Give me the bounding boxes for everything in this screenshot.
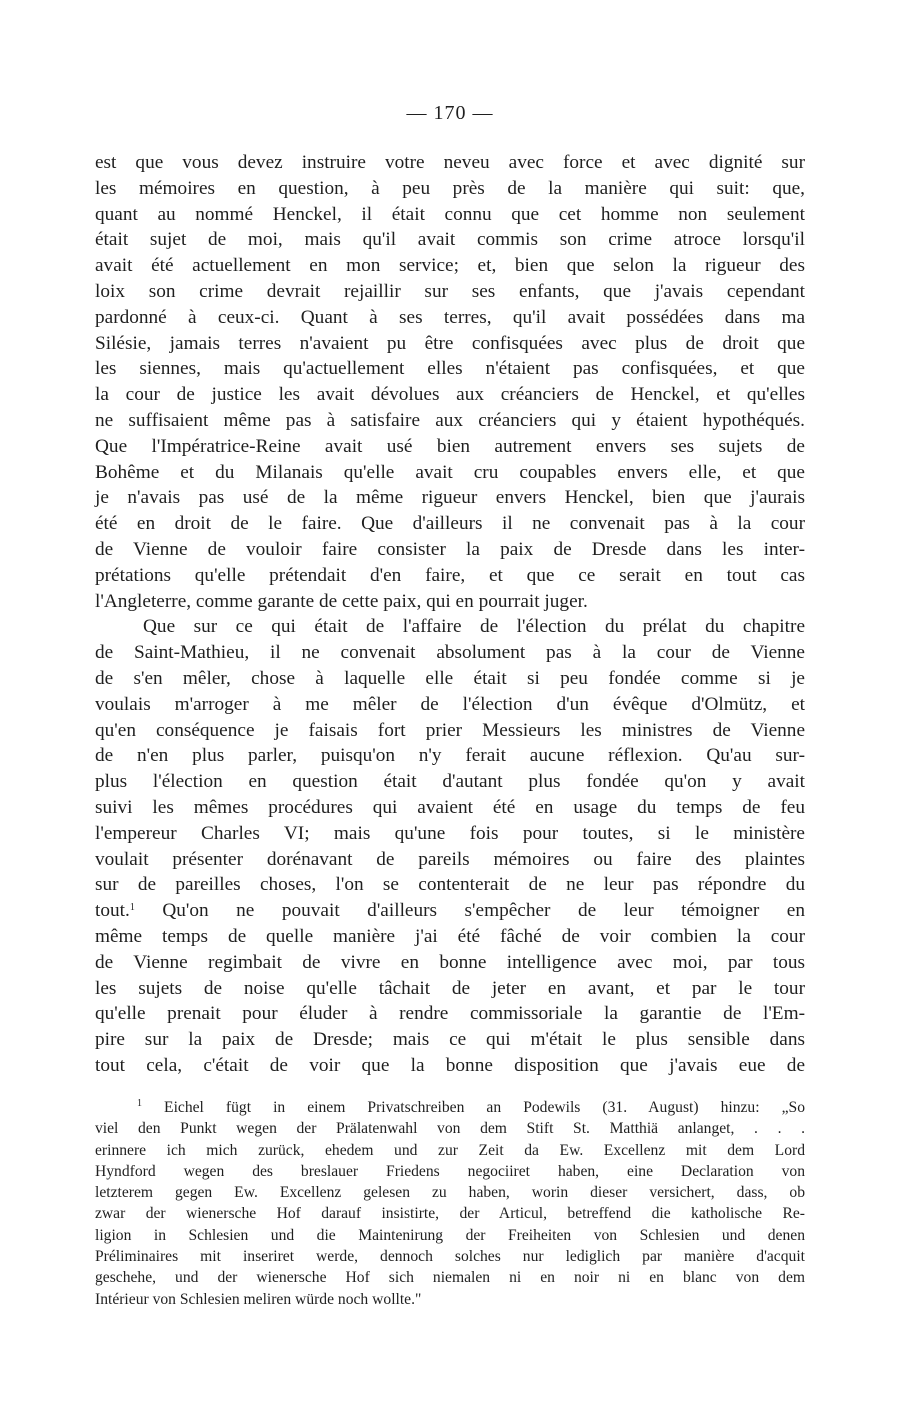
footnote-line: geschehe, und der wienersche Hof sich niemalen ni en noir ni en blanc von dem xyxy=(95,1269,805,1287)
text-line: l'empereur Charles VI; mais qu'une fois pour toutes, si le ministère xyxy=(95,822,805,844)
text-line: plus l'élection en question était d'autant plus fondée qu'on y avait xyxy=(95,771,805,793)
footnote-line: viel den Punkt wegen der Prälatenwahl von dem Stift St. Matthiä anlanget, . . . xyxy=(95,1120,805,1138)
footnote-line: letzterem gegen Ew. Excellenz gelesen zu haben, worin dieser versichert, dass, ob xyxy=(95,1184,805,1202)
text-line: de s'en mêler, chose à laquelle elle était si peu fondée comme si je xyxy=(95,667,805,689)
footnote-line: ligion in Schlesien und die Maintenirung der Freiheiten von Schlesien und denen xyxy=(95,1226,805,1244)
text-line-with-footnote xyxy=(95,898,805,924)
text-line: je n'avais pas usé de la même rigueur envers Henckel, bien que j'aurais xyxy=(95,487,805,509)
text-line: quant au nommé Henckel, il était connu que cet homme non seulement xyxy=(95,203,805,225)
text-line: de Vienne de vouloir faire consister la paix de Dresde dans les inter- xyxy=(95,538,805,560)
text-line: de Vienne regimbait de vivre en bonne intelligence avec moi, par tous xyxy=(95,951,805,973)
footnote-marker: 1 xyxy=(137,1098,142,1109)
text-line: sur de pareilles choses, l'on se contenterait de ne leur pas répondre du xyxy=(95,874,805,896)
text-line: voulait présenter dorénavant de pareils mémoires ou faire des plaintes xyxy=(95,848,805,870)
text-segment: tout. xyxy=(95,900,130,922)
text-line: Bohême et du Milanais qu'elle avait cru coupables envers elle, et que xyxy=(95,461,805,483)
text-line: qu'en conséquence je faisais fort prier Messieurs les ministres de Vienne xyxy=(95,719,805,741)
main-text xyxy=(95,150,805,1079)
text-line: suivi les mêmes procédures qui avaient été en usage du temps de feu xyxy=(95,796,805,818)
footnote-line xyxy=(95,1097,805,1118)
text-line: les sujets de noise qu'elle tâchait de jeter en avant, et par le tour xyxy=(95,977,805,999)
footnote-line: Préliminaires mit inseriret werde, dennoch solches nur lediglich par manière d'acquit xyxy=(95,1248,805,1266)
text-line: loix son crime devrait rejaillir sur ses enfants, que j'avais cependant xyxy=(95,280,805,302)
text-line: était sujet de moi, mais qu'il avait commis son crime atroce lorsqu'il xyxy=(95,229,805,251)
text-line: de Saint-Mathieu, il ne convenait absolument pas à la cour de Vienne xyxy=(95,642,805,664)
page-number: — 170 — xyxy=(406,102,494,124)
text-line: les mémoires en question, à peu près de la manière qui suit: que, xyxy=(95,177,805,199)
text-line: avait été actuellement en mon service; et, bien que selon la rigueur des xyxy=(95,255,805,277)
footnote xyxy=(95,1097,805,1310)
text-line: les siennes, mais qu'actuellement elles n'étaient pas confisquées, et que xyxy=(95,358,805,380)
text-segment: Eichel fügt in einem Privatschreiben an Podewils (31. August) hinzu: „So xyxy=(142,1099,805,1116)
text-line: tout cela, c'était de voir que la bonne disposition que j'avais eue de xyxy=(95,1054,805,1076)
footnote-line: zwar der wienersche Hof darauf insistirte, der Articul, betreffend die katholische Re- xyxy=(95,1205,805,1223)
text-line: été en droit de le faire. Que d'ailleurs il ne convenait pas à la cour xyxy=(95,513,805,535)
text-line: ne suffisaient même pas à satisfaire aux créanciers qui y étaient hypothéqués. xyxy=(95,409,805,431)
footnote-line: Intérieur von Schlesien meliren würde noch wollte." xyxy=(95,1290,422,1308)
text-segment: Qu'on ne pouvait d'ailleurs s'empêcher de leur témoigner en xyxy=(134,900,805,922)
text-line: l'Angleterre, comme garante de cette paix, qui en pourrait juger. xyxy=(95,590,588,612)
text-line: Que sur ce qui était de l'affaire de l'élection du prélat du chapitre xyxy=(143,616,805,638)
footnote-reference: 1 xyxy=(129,902,135,914)
text-line: Silésie, jamais terres n'avaient pu être confisquées avec plus de droit que xyxy=(95,332,805,354)
footnote-line: erinnere ich mich zurück, ehedem und zur Zeit da Ew. Excellenz mit dem Lord xyxy=(95,1141,805,1159)
text-line: est que vous devez instruire votre neveu avec force et avec dignité sur xyxy=(95,152,805,173)
text-line: de n'en plus parler, puisqu'on n'y ferait aucune réflexion. Qu'au sur- xyxy=(95,745,805,767)
text-line: pardonné à ceux-ci. Quant à ses terres, qu'il avait possédées dans ma xyxy=(95,306,805,328)
text-line: même temps de quelle manière j'ai été fâché de voir combien la cour xyxy=(95,925,805,947)
footnote-line: Hyndford wegen des breslauer Friedens negociiret haben, eine Declaration von xyxy=(95,1162,805,1180)
text-line: la cour de justice les avait dévolues aux créanciers de Henckel, et qu'elles xyxy=(95,384,805,406)
text-line: Que l'Impératrice-Reine avait usé bien autrement envers ses sujets de xyxy=(95,435,805,457)
text-line: qu'elle prenait pour éluder à rendre commissoriale la garantie de l'Em- xyxy=(95,1003,805,1025)
text-line: prétations qu'elle prétendait d'en faire, et que ce serait en tout cas xyxy=(95,564,805,586)
text-line: voulais m'arroger à me mêler de l'élection d'un évêque d'Olmütz, et xyxy=(95,693,805,715)
text-line: pire sur la paix de Dresde; mais ce qui m'était le plus sensible dans xyxy=(95,1029,805,1051)
